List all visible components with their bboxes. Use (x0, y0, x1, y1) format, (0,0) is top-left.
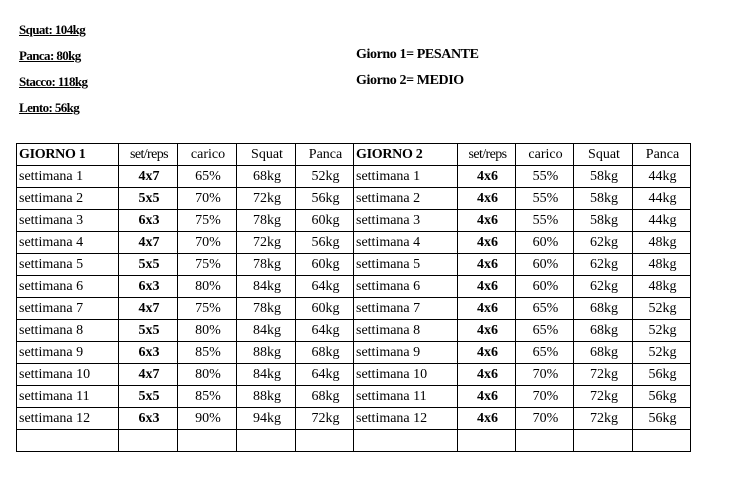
day2-squat-cell: 58kg (574, 210, 633, 232)
day2-load-cell: 65% (516, 298, 574, 320)
day2-set-reps-cell: 4x6 (458, 166, 516, 188)
day1-squat-cell: 78kg (237, 210, 296, 232)
day2-week-cell: settimana 10 (354, 364, 458, 386)
day2-set-reps-cell: 4x6 (458, 210, 516, 232)
day1-bench-cell: 60kg (296, 210, 354, 232)
day2-load-cell: 65% (516, 342, 574, 364)
day1-load-cell: 65% (178, 166, 237, 188)
day2-week-cell: settimana 2 (354, 188, 458, 210)
day2-bench-cell: 48kg (633, 232, 691, 254)
training-plan-body (17, 144, 691, 452)
day2-week-cell: settimana 3 (354, 210, 458, 232)
day1-bench-cell: 64kg (296, 364, 354, 386)
day1-set-reps-cell: 5x5 (119, 386, 178, 408)
day2-bench-cell: 48kg (633, 276, 691, 298)
day1-week-cell: settimana 8 (17, 320, 119, 342)
day2-set-reps-cell: 4x6 (458, 188, 516, 210)
day2-set-reps-cell: 4x6 (458, 320, 516, 342)
empty-cell (574, 430, 633, 452)
day1-squat-cell: 84kg (237, 320, 296, 342)
table-row (17, 232, 691, 254)
day1-squat-cell: 72kg (237, 232, 296, 254)
table-row (17, 210, 691, 232)
table-row (17, 386, 691, 408)
day1-week-cell: settimana 12 (17, 408, 119, 430)
day1-set-reps-cell: 6x3 (119, 408, 178, 430)
day1-load-cell: 70% (178, 232, 237, 254)
day1-load-cell: 80% (178, 364, 237, 386)
day1-set-reps-cell: 4x7 (119, 364, 178, 386)
day1-bench-cell: 64kg (296, 276, 354, 298)
day2-week-cell: settimana 1 (354, 166, 458, 188)
day1-week-cell: settimana 9 (17, 342, 119, 364)
day1-set-reps-cell: 4x7 (119, 232, 178, 254)
table-row (17, 254, 691, 276)
day1-week-cell: settimana 6 (17, 276, 119, 298)
day2-bench-cell: 48kg (633, 254, 691, 276)
day1-bench-cell: 72kg (296, 408, 354, 430)
day1-load-cell: 85% (178, 342, 237, 364)
day1-week-cell: settimana 4 (17, 232, 119, 254)
table-row (17, 342, 691, 364)
empty-cell (458, 430, 516, 452)
max-press: Lento: 56kg (19, 100, 80, 115)
empty-cell (296, 430, 354, 452)
empty-cell (17, 430, 119, 452)
training-plan-table (16, 143, 691, 452)
day2-squat-cell: 62kg (574, 276, 633, 298)
day1-squat-cell: 72kg (237, 188, 296, 210)
day1-header-load: carico (178, 144, 237, 166)
day2-set-reps-cell: 4x6 (458, 232, 516, 254)
day1-set-reps-cell: 6x3 (119, 342, 178, 364)
day1-squat-cell: 88kg (237, 386, 296, 408)
day1-week-cell: settimana 1 (17, 166, 119, 188)
day1-bench-cell: 56kg (296, 232, 354, 254)
day1-set-reps-cell: 6x3 (119, 210, 178, 232)
day2-header-week: GIORNO 2 (354, 144, 458, 166)
day2-load-cell: 70% (516, 386, 574, 408)
empty-cell (237, 430, 296, 452)
max-squat: Squat: 104kg (19, 22, 86, 37)
empty-cell (516, 430, 574, 452)
day1-squat-cell: 88kg (237, 342, 296, 364)
day2-bench-cell: 44kg (633, 188, 691, 210)
day1-load-cell: 75% (178, 210, 237, 232)
empty-cell (119, 430, 178, 452)
table-row (17, 188, 691, 210)
table-row (17, 166, 691, 188)
day1-bench-cell: 64kg (296, 320, 354, 342)
day1-load-cell: 80% (178, 320, 237, 342)
day2-header-squat: Squat (574, 144, 633, 166)
day2-load-cell: 55% (516, 210, 574, 232)
day1-week-cell: settimana 3 (17, 210, 119, 232)
day1-week-cell: settimana 7 (17, 298, 119, 320)
table-row (17, 298, 691, 320)
day1-load-cell: 80% (178, 276, 237, 298)
day2-set-reps-cell: 4x6 (458, 276, 516, 298)
day1-header-week: GIORNO 1 (17, 144, 119, 166)
day2-legend: Giorno 2= MEDIO (356, 73, 464, 88)
day2-bench-cell: 56kg (633, 408, 691, 430)
day1-squat-cell: 78kg (237, 298, 296, 320)
day1-squat-cell: 78kg (237, 254, 296, 276)
table-header-row (17, 144, 691, 166)
table-row (17, 320, 691, 342)
day1-set-reps-cell: 4x7 (119, 166, 178, 188)
day2-squat-cell: 72kg (574, 408, 633, 430)
day2-squat-cell: 72kg (574, 386, 633, 408)
day2-bench-cell: 44kg (633, 210, 691, 232)
day2-set-reps-cell: 4x6 (458, 254, 516, 276)
day2-squat-cell: 68kg (574, 320, 633, 342)
day1-bench-cell: 68kg (296, 342, 354, 364)
day1-set-reps-cell: 4x7 (119, 298, 178, 320)
day2-week-cell: settimana 5 (354, 254, 458, 276)
empty-cell (178, 430, 237, 452)
table-row (17, 276, 691, 298)
table-row (17, 408, 691, 430)
day1-set-reps-cell: 5x5 (119, 320, 178, 342)
day2-load-cell: 55% (516, 188, 574, 210)
day1-squat-cell: 94kg (237, 408, 296, 430)
day1-load-cell: 75% (178, 254, 237, 276)
day2-squat-cell: 68kg (574, 298, 633, 320)
day2-squat-cell: 72kg (574, 364, 633, 386)
day1-set-reps-cell: 5x5 (119, 188, 178, 210)
day1-week-cell: settimana 5 (17, 254, 119, 276)
day2-week-cell: settimana 11 (354, 386, 458, 408)
day2-set-reps-cell: 4x6 (458, 364, 516, 386)
day2-header-load: carico (516, 144, 574, 166)
day2-load-cell: 60% (516, 276, 574, 298)
day1-load-cell: 85% (178, 386, 237, 408)
day2-set-reps-cell: 4x6 (458, 408, 516, 430)
day1-bench-cell: 52kg (296, 166, 354, 188)
table-row (17, 364, 691, 386)
day2-set-reps-cell: 4x6 (458, 342, 516, 364)
empty-cell (633, 430, 691, 452)
day2-load-cell: 65% (516, 320, 574, 342)
day1-load-cell: 75% (178, 298, 237, 320)
day2-bench-cell: 52kg (633, 298, 691, 320)
day1-header-bench: Panca (296, 144, 354, 166)
day1-set-reps-cell: 5x5 (119, 254, 178, 276)
day2-squat-cell: 58kg (574, 188, 633, 210)
day2-set-reps-cell: 4x6 (458, 386, 516, 408)
day1-header-squat: Squat (237, 144, 296, 166)
day2-bench-cell: 52kg (633, 342, 691, 364)
day2-week-cell: settimana 12 (354, 408, 458, 430)
day1-squat-cell: 68kg (237, 166, 296, 188)
day1-week-cell: settimana 2 (17, 188, 119, 210)
day1-bench-cell: 60kg (296, 254, 354, 276)
day1-load-cell: 90% (178, 408, 237, 430)
day2-load-cell: 70% (516, 408, 574, 430)
day2-bench-cell: 56kg (633, 364, 691, 386)
day2-week-cell: settimana 9 (354, 342, 458, 364)
day1-bench-cell: 60kg (296, 298, 354, 320)
day1-week-cell: settimana 11 (17, 386, 119, 408)
day2-bench-cell: 44kg (633, 166, 691, 188)
day1-header-set-reps: set/reps (119, 144, 178, 166)
day1-bench-cell: 68kg (296, 386, 354, 408)
day2-week-cell: settimana 4 (354, 232, 458, 254)
day1-load-cell: 70% (178, 188, 237, 210)
day2-header-set-reps: set/reps (458, 144, 516, 166)
max-deadlift: Stacco: 118kg (19, 74, 88, 89)
day2-load-cell: 70% (516, 364, 574, 386)
max-bench: Panca: 80kg (19, 48, 81, 63)
day2-load-cell: 55% (516, 166, 574, 188)
day2-squat-cell: 58kg (574, 166, 633, 188)
day1-bench-cell: 56kg (296, 188, 354, 210)
day2-squat-cell: 62kg (574, 254, 633, 276)
day2-bench-cell: 52kg (633, 320, 691, 342)
day2-week-cell: settimana 8 (354, 320, 458, 342)
day2-load-cell: 60% (516, 232, 574, 254)
day1-legend: Giorno 1= PESANTE (356, 47, 479, 62)
day1-set-reps-cell: 6x3 (119, 276, 178, 298)
day2-load-cell: 60% (516, 254, 574, 276)
day1-squat-cell: 84kg (237, 276, 296, 298)
day2-set-reps-cell: 4x6 (458, 298, 516, 320)
empty-cell (354, 430, 458, 452)
empty-row (17, 430, 691, 452)
day2-week-cell: settimana 6 (354, 276, 458, 298)
day2-squat-cell: 68kg (574, 342, 633, 364)
day2-week-cell: settimana 7 (354, 298, 458, 320)
day2-header-bench: Panca (633, 144, 691, 166)
day2-squat-cell: 62kg (574, 232, 633, 254)
day1-squat-cell: 84kg (237, 364, 296, 386)
day1-week-cell: settimana 10 (17, 364, 119, 386)
day2-bench-cell: 56kg (633, 386, 691, 408)
